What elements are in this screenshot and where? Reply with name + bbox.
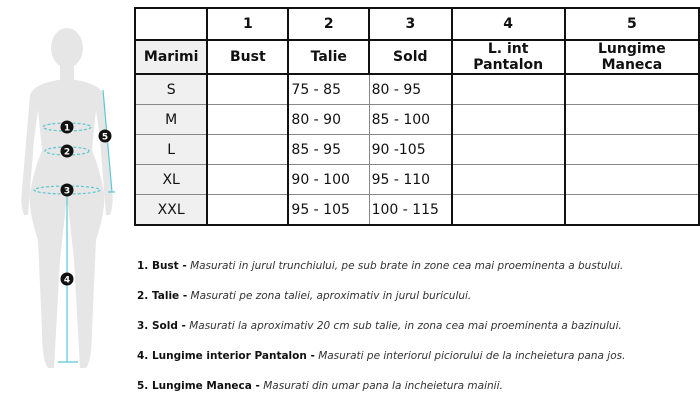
number-cell (135, 8, 207, 40)
body-measurement-figure (0, 0, 135, 403)
pantalon-cell (452, 135, 565, 165)
note-bust: 1. Bust - Masurati in jurul trunchiului, pe sub brate in zone cea mai proeminenta a bustului. (137, 260, 624, 272)
pantalon-cell (452, 74, 565, 105)
talie-cell: 90 - 100 (288, 165, 369, 195)
maneca-cell (565, 135, 699, 165)
note-sold: 3. Sold - Masurati la aproximativ 20 cm sub talie, in zona cea mai proeminenta a bazinului. (137, 320, 622, 332)
header-maneca: Lungime Maneca (565, 40, 699, 74)
header-pantalon: L. int Pantalon (452, 40, 565, 74)
number-cell: 1 (207, 8, 288, 40)
table-row (135, 195, 699, 226)
sold-cell: 85 - 100 (369, 105, 452, 135)
number-cell: 2 (288, 8, 369, 40)
note-pantalon: 4. Lungime interior Pantalon - Masurati pe interiorul piciorului de la incheietura pana jos. (137, 350, 626, 362)
size-cell: M (135, 105, 207, 135)
number-cell: 3 (369, 8, 452, 40)
size-cell: XL (135, 165, 207, 195)
size-chart-table (134, 7, 700, 226)
bust-cell (207, 105, 288, 135)
maneca-cell (565, 165, 699, 195)
column-number-row (135, 8, 699, 40)
sold-cell: 90 -105 (369, 135, 452, 165)
pantalon-cell (452, 105, 565, 135)
pantalon-cell (452, 195, 565, 226)
svg-text:3: 3 (63, 186, 71, 197)
header-marimi: Marimi (135, 40, 207, 74)
svg-text:2: 2 (63, 147, 71, 158)
note-talie: 2. Talie - Masurati pe zona taliei, aproximativ in jurul buricului. (137, 290, 472, 302)
silhouette-icon (0, 0, 135, 403)
number-cell: 4 (452, 8, 565, 40)
header-sold: Sold (369, 40, 452, 74)
size-cell: L (135, 135, 207, 165)
table-row (135, 135, 699, 165)
note-maneca: 5. Lungime Maneca - Masurati din umar pana la incheietura mainii. (137, 380, 503, 392)
maneca-cell (565, 105, 699, 135)
bust-cell (207, 165, 288, 195)
table-row (135, 105, 699, 135)
maneca-cell (565, 74, 699, 105)
maneca-cell (565, 195, 699, 226)
table-row (135, 74, 699, 105)
sold-cell: 80 - 95 (369, 74, 452, 105)
bust-cell (207, 74, 288, 105)
header-bust: Bust (207, 40, 288, 74)
talie-cell: 75 - 85 (288, 74, 369, 105)
table-row (135, 165, 699, 195)
talie-cell: 95 - 105 (288, 195, 369, 226)
sold-cell: 95 - 110 (369, 165, 452, 195)
measurement-notes (137, 259, 625, 409)
size-cell: S (135, 74, 207, 105)
number-cell: 5 (565, 8, 699, 40)
svg-text:4: 4 (63, 275, 71, 286)
header-talie: Talie (288, 40, 369, 74)
bust-cell (207, 195, 288, 226)
bust-cell (207, 135, 288, 165)
header-row (135, 40, 699, 74)
size-cell: XXL (135, 195, 207, 226)
talie-cell: 85 - 95 (288, 135, 369, 165)
svg-text:5: 5 (101, 132, 109, 143)
pantalon-cell (452, 165, 565, 195)
svg-text:1: 1 (63, 123, 71, 134)
sold-cell: 100 - 115 (369, 195, 452, 226)
talie-cell: 80 - 90 (288, 105, 369, 135)
